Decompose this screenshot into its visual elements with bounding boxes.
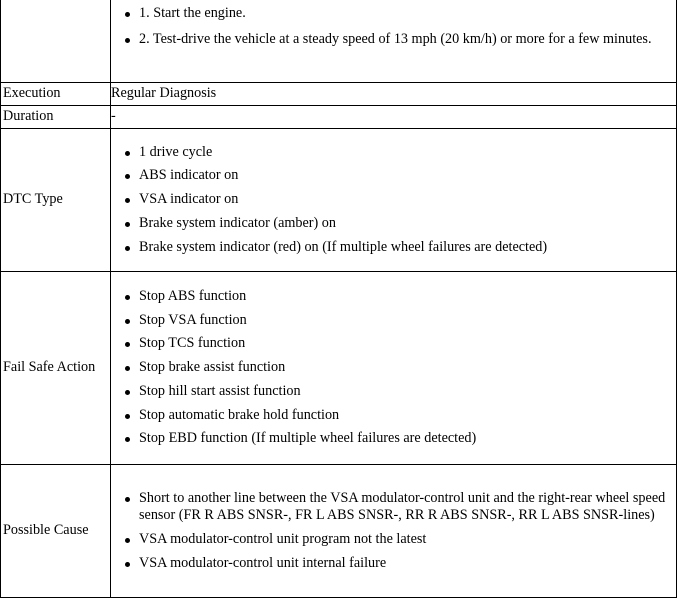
- list-item: VSA modulator-control unit internal failure: [139, 555, 670, 573]
- list-item: Stop EBD function (If multiple wheel failures are detected): [139, 430, 676, 448]
- list-item: Short to another line between the VSA modulator-control unit and the right-rear wheel speed sensor (FR R ABS SNSR-, FR L ABS SNSR-, RR R ABS SNSR-, RR L ABS SNSR-lines): [139, 490, 670, 526]
- fail-safe-label: Fail Safe Action: [1, 272, 111, 465]
- list-item: ABS indicator on: [139, 167, 676, 185]
- list-item: Stop automatic brake hold function: [139, 407, 676, 425]
- table-row: [1, 83, 677, 106]
- execution-value: Regular Diagnosis: [111, 83, 677, 106]
- list-item: VSA modulator-control unit program not the latest: [139, 531, 670, 549]
- list-item: 2. Test-drive the vehicle at a steady speed of 13 mph (20 km/h) or more for a few minutes.: [139, 31, 676, 49]
- table-row: [1, 465, 677, 598]
- procedure-cell: [111, 0, 677, 83]
- dtc-type-cell: [111, 129, 677, 272]
- list-item: Stop VSA function: [139, 312, 676, 330]
- execution-label: Execution: [1, 83, 111, 106]
- list-item: 1. Start the engine.: [139, 5, 676, 23]
- list-item: Stop hill start assist function: [139, 383, 676, 401]
- list-item: Brake system indicator (amber) on: [139, 215, 676, 233]
- possible-cause-list: [111, 490, 676, 573]
- list-item: Stop TCS function: [139, 335, 676, 353]
- list-item: VSA indicator on: [139, 191, 676, 209]
- fail-safe-cell: [111, 272, 677, 465]
- table-row: [1, 106, 677, 129]
- procedure-list: [111, 5, 676, 49]
- possible-cause-cell: [111, 465, 677, 598]
- duration-value: -: [111, 106, 677, 129]
- list-item: Stop brake assist function: [139, 359, 676, 377]
- dtc-type-label: DTC Type: [1, 129, 111, 272]
- list-item: 1 drive cycle: [139, 144, 676, 162]
- fail-safe-list: [111, 288, 676, 448]
- row-label: [1, 0, 111, 83]
- duration-label: Duration: [1, 106, 111, 129]
- table-row: [1, 0, 677, 83]
- possible-cause-label: Possible Cause: [1, 465, 111, 598]
- dtc-type-list: [111, 144, 676, 257]
- table-row: [1, 272, 677, 465]
- list-item: Brake system indicator (red) on (If multiple wheel failures are detected): [139, 239, 676, 257]
- table-row: [1, 129, 677, 272]
- list-item: Stop ABS function: [139, 288, 676, 306]
